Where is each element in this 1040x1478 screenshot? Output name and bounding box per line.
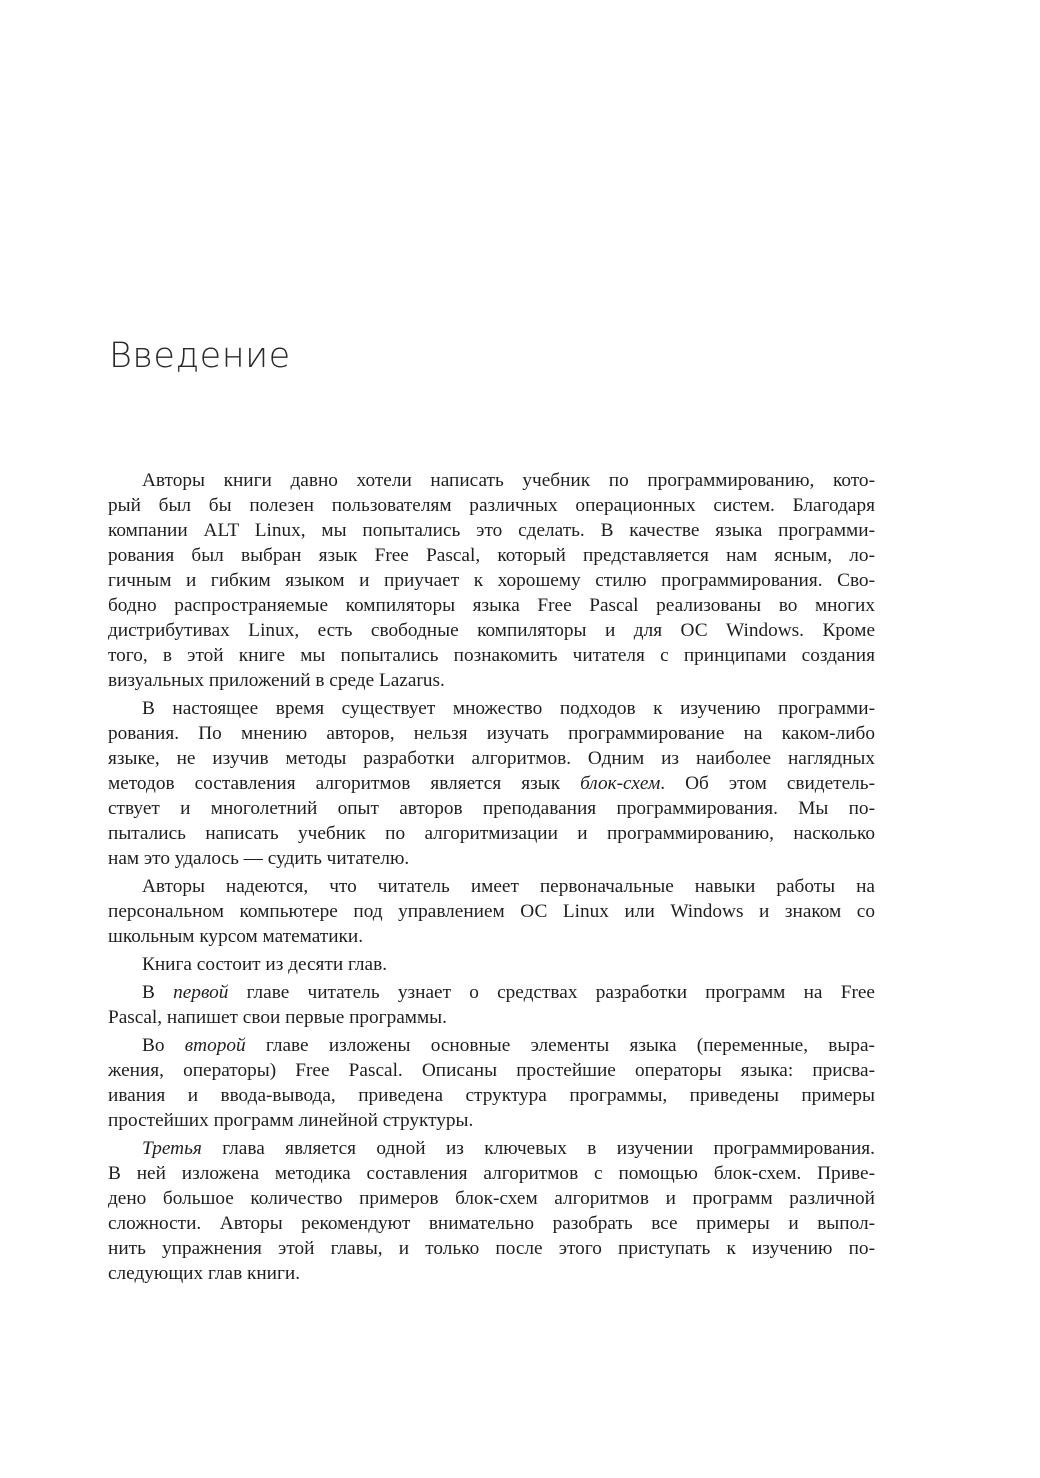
text-segment: глава является одной из ключевых в изучении программирования.: [201, 1138, 875, 1159]
text-line: [108, 468, 875, 493]
chapter-title: Введение: [109, 336, 291, 376]
text-segment: ивания и ввода-вывода, приведена структура программы, приведены примеры: [108, 1085, 875, 1106]
text-segment: пытались написать учебник по алгоритмизации и программированию, насколько: [108, 823, 875, 844]
emphasized-text: первой: [173, 982, 229, 1003]
text-line: [108, 980, 875, 1005]
text-line: [108, 696, 875, 721]
text-segment: Авторы надеются, что читатель имеет первоначальные навыки работы на: [142, 876, 875, 897]
text-segment: жения, операторы) Free Pascal. Описаны простейшие операторы языка: присва-: [108, 1060, 875, 1081]
text-segment: Pascal, напишет свои первые программы.: [108, 1007, 447, 1028]
text-line: [108, 796, 875, 821]
text-segment: рования. По мнению авторов, нельзя изучать программирование на каком-либо: [108, 723, 875, 744]
text-segment: школьным курсом математики.: [108, 926, 364, 947]
text-line: [108, 771, 875, 796]
text-segment: рования был выбран язык Free Pascal, который представляется нам ясным, ло-: [108, 545, 875, 566]
emphasized-text: второй: [184, 1035, 246, 1056]
text-line: [108, 1136, 875, 1161]
text-segment: рый был бы полезен пользователям различных операционных систем. Благодаря: [108, 495, 875, 516]
text-segment: бодно распространяемые компиляторы языка Free Pascal реализованы во многих: [108, 595, 875, 616]
text-segment: сложности. Авторы рекомендуют внимательно разобрать все примеры и выпол-: [108, 1213, 875, 1234]
text-line: [108, 874, 875, 899]
text-line: [108, 493, 875, 518]
text-line: [108, 924, 875, 949]
text-line: [108, 846, 875, 871]
text-line: [108, 952, 875, 977]
text-segment: В настоящее время существует множество подходов к изучению программи-: [142, 698, 875, 719]
text-line: [108, 746, 875, 771]
text-line: [108, 1236, 875, 1261]
text-segment: компании ALT Linux, мы попытались это сделать. В качестве языка программи-: [108, 520, 875, 541]
text-line: [108, 643, 875, 668]
text-segment: простейших программ линейной структуры.: [108, 1110, 474, 1131]
text-line: [108, 1211, 875, 1236]
text-line: [108, 1261, 875, 1286]
text-line: [108, 899, 875, 924]
text-segment: главе изложены основные элементы языка (переменные, выра-: [245, 1035, 875, 1056]
text-segment: следующих глав книги.: [108, 1263, 301, 1284]
text-segment: того, в этой книге мы попытались познакомить читателя с принципами создания: [108, 645, 875, 666]
text-line: [108, 1005, 875, 1030]
text-segment: дено большое количество примеров блок-схем алгоритмов и программ различной: [108, 1188, 875, 1209]
text-line: [108, 1058, 875, 1083]
text-line: [108, 1186, 875, 1211]
text-line: [108, 721, 875, 746]
text-segment: языке, не изучив методы разработки алгоритмов. Одним из наиболее наглядных: [108, 748, 875, 769]
text-segment: главе читатель узнает о средствах разработки программ на Free: [228, 982, 875, 1003]
text-segment: Авторы книги давно хотели написать учебник по программированию, кото-: [142, 470, 875, 491]
text-segment: В ней изложена методика составления алгоритмов с помощью блок-схем. Приве-: [108, 1163, 875, 1184]
text-line: [108, 518, 875, 543]
emphasized-text: Третья: [142, 1138, 202, 1159]
text-segment: . Об этом свидетель-: [660, 773, 875, 794]
text-line: [108, 1108, 875, 1133]
text-segment: Книга состоит из десяти глав.: [142, 954, 388, 975]
text-segment: В: [142, 982, 174, 1003]
text-line: [108, 543, 875, 568]
text-segment: методов составления алгоритмов является язык: [108, 773, 581, 794]
text-segment: ствует и многолетний опыт авторов преподавания программирования. Мы по-: [108, 798, 875, 819]
text-line: [108, 1083, 875, 1108]
text-segment: нам это удалось — судить читателю.: [108, 848, 410, 869]
emphasized-text: блок-схем: [580, 773, 661, 794]
text-line: [108, 668, 875, 693]
text-line: [108, 821, 875, 846]
text-segment: визуальных приложений в среде Lazarus.: [108, 670, 445, 691]
text-segment: нить упражнения этой главы, и только после этого приступать к изучению по-: [108, 1238, 875, 1259]
text-segment: гичным и гибким языком и приучает к хорошему стилю программирования. Сво-: [108, 570, 875, 591]
text-segment: Во: [142, 1035, 185, 1056]
text-line: [108, 618, 875, 643]
text-line: [108, 593, 875, 618]
text-line: [108, 1161, 875, 1186]
text-segment: дистрибутивах Linux, есть свободные компиляторы и для ОС Windows. Кроме: [108, 620, 875, 641]
text-line: [108, 1033, 875, 1058]
text-line: [108, 568, 875, 593]
text-segment: персональном компьютере под управлением ОС Linux или Windows и знаком со: [108, 901, 875, 922]
